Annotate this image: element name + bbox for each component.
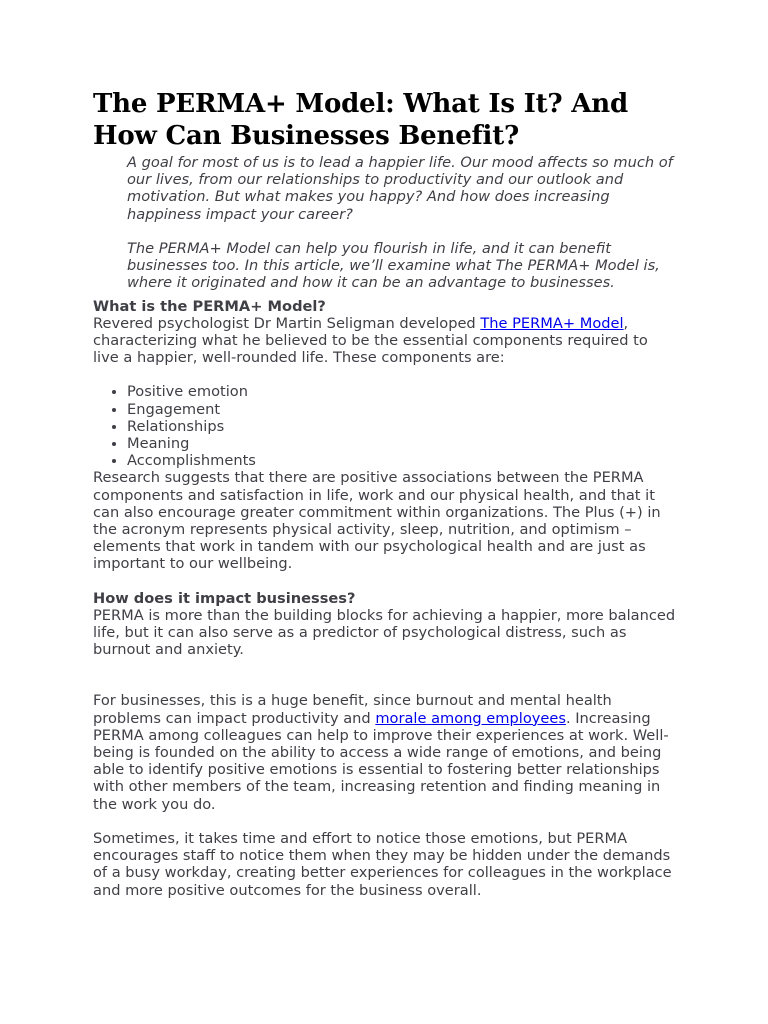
- article: [93, 88, 678, 899]
- section-heading-what-is: What is the PERMA+ Model?: [93, 297, 326, 315]
- components-list: [93, 383, 678, 469]
- section1-paragraph-1: [93, 315, 678, 367]
- list-item: • Accomplishments: [127, 452, 678, 469]
- section2-paragraph-1: PERMA is more than the building blocks for achieving a happier, more balanced life, but it can also serve as a predictor of psychological distress, such as burnout and anxiety.: [93, 606, 676, 659]
- spacer: [93, 573, 678, 590]
- intro-block: [127, 154, 678, 292]
- perma-model-link[interactable]: The PERMA+ Model: [480, 314, 624, 332]
- section2-paragraph-2: [93, 692, 678, 812]
- section1-paragraph-2: Research suggests that there are positive associations between the PERMA components and satisfaction in life, work and our physical health, and that it can also encourage greater commitment within organizations. The Plus (+) in the acronym represents physical activity, sleep, nutrition, and optimism – elements that work in tandem with our psychological health and are just as important to our wellbeing.: [93, 469, 661, 573]
- section-heading-impact: How does it impact businesses?: [93, 589, 356, 607]
- list-item: • Relationships: [127, 418, 678, 435]
- list-item: • Engagement: [127, 401, 678, 418]
- section2-p2-text-before: For businesses, this is a huge benefit, since burnout and mental health problems can impact productivity and: [93, 692, 612, 727]
- article-title: The PERMA+ Model: What Is It? And How Can Businesses Benefit?: [93, 89, 628, 151]
- intro-paragraph-1: A goal for most of us is to lead a happier life. Our mood affects so much of our lives, from our relationships to productivity and our outlook and motivation. But what makes you happy? And how does increasing happiness impact your career?: [127, 154, 673, 223]
- spacer: [93, 813, 678, 830]
- spacer: [93, 658, 678, 692]
- section1-p1-text-after: , characterizing what he believed to be the essential components required to live a happier, well-rounded life. These components are:: [93, 314, 648, 367]
- list-item: • Meaning: [127, 435, 678, 452]
- section2-paragraph-3: Sometimes, it takes time and effort to notice those emotions, but PERMA encourages staff to notice them when they may be hidden under the demands of a busy workday, creating better experiences for colleagues in the workplace and more positive outcomes for the business overall.: [93, 829, 672, 899]
- intro-paragraph-2: The PERMA+ Model can help you flourish in life, and it can benefit businesses too. In this article, we’ll examine what The PERMA+ Model is, where it originated and how it can be an advantage to businesses.: [127, 240, 660, 292]
- list-item: • Positive emotion: [127, 383, 678, 400]
- section2-p2-text-after: . Increasing PERMA among colleagues can help to improve their experiences at work. Well-being is founded on the ability to access a wide range of emotions, and being able to identify positive emotions is essential to fostering better relationships with other members of the team, increasing retention and finding meaning in the work you do.: [93, 709, 669, 813]
- section1-p1-text-before: Revered psychologist Dr Martin Seligman developed: [93, 314, 481, 332]
- morale-link[interactable]: morale among employees: [375, 709, 566, 727]
